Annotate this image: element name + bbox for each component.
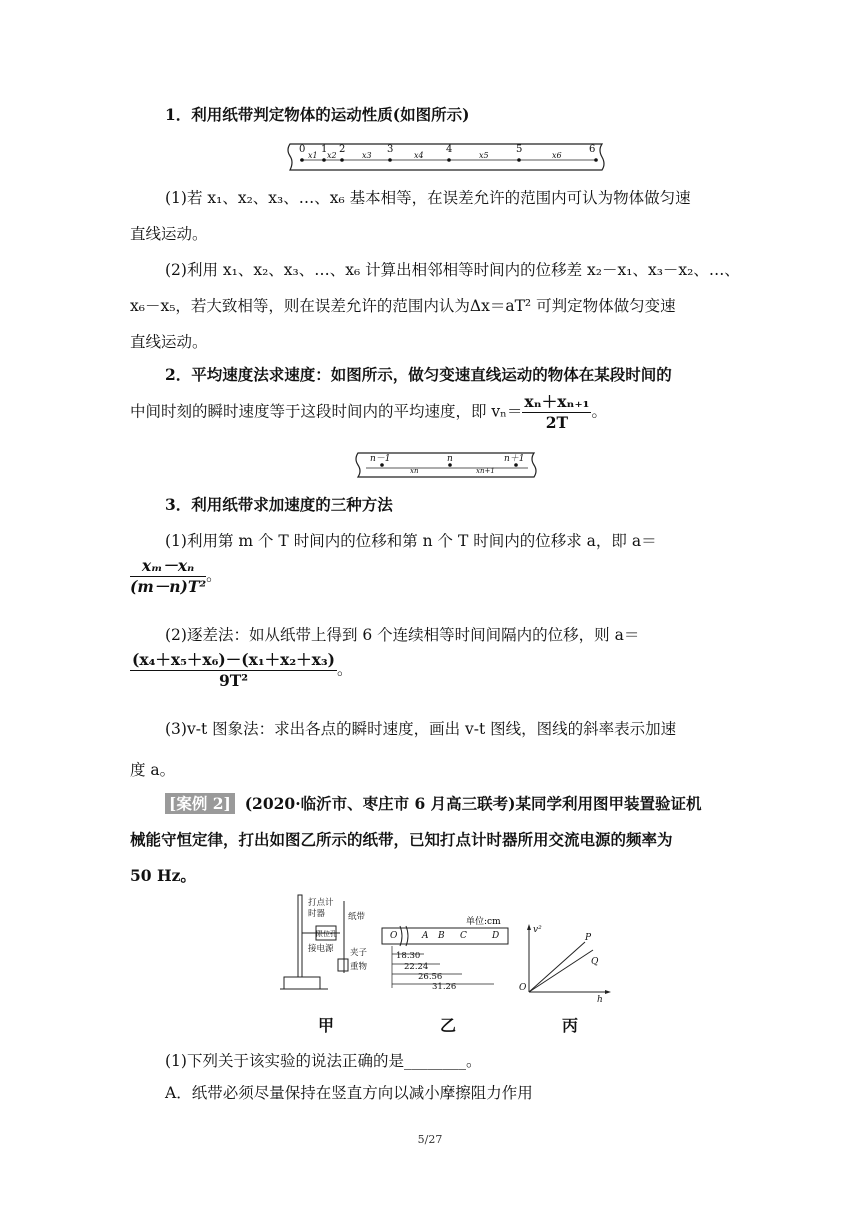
s3-p2-fraction xyxy=(130,650,337,691)
s1-para1-line1: (1)若 x₁、x₂、x₃、…、x₆ 基本相等，在误差允许的范围内可认为物体做匀速 xyxy=(165,189,691,207)
s3-p2-num: (x₄＋x₅＋x₆)－(x₁＋x₂＋x₃) xyxy=(132,650,336,669)
tape1-seg-x3: x3 xyxy=(362,151,372,160)
graph-x-axis: h xyxy=(597,995,603,1005)
tape1-seg-x2: x2 xyxy=(327,151,337,160)
tape1-point-6: 6 xyxy=(589,144,596,155)
s2-text: 2．平均速度法求速度：如图所示，做匀变速直线运动的物体在某段时间的 xyxy=(165,365,672,384)
figure-tape-measure xyxy=(380,908,520,998)
tape-figure-2 xyxy=(352,450,542,480)
tape1-seg-x4: x4 xyxy=(414,151,424,160)
s2-line1 xyxy=(165,364,672,386)
graph-line-P: P xyxy=(585,933,592,943)
tape1-seg-x1: x1 xyxy=(308,151,318,160)
tape1-point-0: 0 xyxy=(299,144,306,155)
s1-para2-line1: (2)利用 x₁、x₂、x₃、…、x₆ 计算出相邻相等时间内的位移差 x₂－x₁、x₃－x₂、…、 xyxy=(165,261,740,279)
tape2-point-n: n xyxy=(447,454,453,464)
s3-p2-period: 。 xyxy=(337,660,353,679)
s3-para1-line1: (1)利用第 m 个 T 时间内的位移和第 n 个 T 时间内的位移求 a，即 a＝ xyxy=(165,532,657,550)
s2-frac-den: 2T xyxy=(545,413,569,432)
caption-yi: 乙 xyxy=(440,1016,457,1035)
s2-fraction xyxy=(522,392,591,433)
section-3-heading: 3．利用纸带求加速度的三种方法 xyxy=(165,495,393,514)
option-a: A．纸带必须尽量保持在竖直方向以减小摩擦阻力作用 xyxy=(165,1084,533,1102)
tape1-point-5: 5 xyxy=(516,144,523,155)
apparatus-label-hole: 限位孔 xyxy=(316,930,337,938)
tape1-point-2: 2 xyxy=(339,144,346,155)
graph-y-axis: v² xyxy=(533,925,542,935)
page-number: 5/27 xyxy=(417,1133,443,1146)
s3-p1-period: 。 xyxy=(206,566,222,585)
tape-dist-OA: 18.30 xyxy=(396,951,421,961)
s3-para1-formula xyxy=(130,556,222,597)
graph-line-Q: Q xyxy=(591,957,599,967)
apparatus-label-power: 接电源 xyxy=(308,944,334,954)
s1-para2-line2: x₆－x₅，若大致相等，则在误差允许的范围内认为Δx＝aT² 可判定物体做匀变速 xyxy=(130,297,676,315)
s3-para3-line2: 度 a。 xyxy=(130,761,176,779)
figure-apparatus xyxy=(280,893,380,1003)
s3-p1-den: (m－n)T² xyxy=(130,577,207,596)
apparatus-label-tape: 纸带 xyxy=(348,912,366,922)
apparatus-label-weight: 重物 xyxy=(350,962,368,972)
tape-figure-1 xyxy=(284,140,614,174)
s2-line2 xyxy=(130,392,607,433)
case-text1: (2020·临沂市、枣庄市 6 月高三联考)某同学利用图甲装置验证机 xyxy=(244,794,702,813)
graph-origin: O xyxy=(519,983,527,993)
tape-dist-OC: 26.56 xyxy=(418,972,443,982)
question-1: (1)下列关于该实验的说法正确的是________。 xyxy=(165,1052,482,1070)
s2-frac-num: xₙ＋xₙ₊₁ xyxy=(524,392,590,411)
tape-point-O: O xyxy=(390,931,398,941)
case-line3: 50 Hz。 xyxy=(130,866,196,885)
figure-v2-h-graph xyxy=(515,920,615,1005)
s3-p1-num: xₘ－xₙ xyxy=(130,556,206,577)
tape-point-A: A xyxy=(422,931,429,941)
tape-dist-OD: 31.26 xyxy=(432,982,457,992)
apparatus-label-clip: 夹子 xyxy=(350,948,368,958)
s3-p1-fraction xyxy=(130,556,206,597)
tape-point-D: D xyxy=(492,931,500,941)
s3-para2-formula xyxy=(130,650,353,691)
apparatus-label-timer1: 打点计 xyxy=(308,898,334,908)
tape1-seg-x5: x5 xyxy=(479,151,489,160)
s1-para1-line2: 直线运动。 xyxy=(130,225,208,243)
s3-p2-den: 9T² xyxy=(218,671,249,690)
case-line1 xyxy=(165,793,702,815)
tape2-point-n-1: n－1 xyxy=(370,454,391,464)
tape-point-C: C xyxy=(460,931,467,941)
s1-para2-line3: 直线运动。 xyxy=(130,333,208,351)
tape-dist-OB: 22.24 xyxy=(404,962,429,972)
case-line2: 械能守恒定律，打出如图乙所示的纸带，已知打点计时器所用交流电源的频率为 xyxy=(130,830,673,849)
s3-para2-line1: (2)逐差法：如从纸带上得到 6 个连续相等时间间隔内的位移，则 a＝ xyxy=(165,626,640,644)
tape2-seg-xn: xn xyxy=(410,467,419,475)
apparatus-label-timer2: 时器 xyxy=(308,909,326,919)
tape1-seg-x6: x6 xyxy=(552,151,562,160)
s2-line2-text: 中间时刻的瞬时速度等于这段时间内的平均速度，即 vₙ＝ xyxy=(130,402,523,421)
tape2-seg-xn1: xn+1 xyxy=(476,467,495,475)
s3-para3-line1: (3)v-t 图象法：求出各点的瞬时速度，画出 v-t 图线，图线的斜率表示加速 xyxy=(165,720,677,738)
tape2-point-n+1: n＋1 xyxy=(504,454,525,464)
case-tag: [案例 2] xyxy=(165,793,235,814)
tape-point-B: B xyxy=(438,931,445,941)
caption-jia: 甲 xyxy=(318,1016,335,1035)
s2-period: 。 xyxy=(591,402,607,421)
tape1-point-1: 1 xyxy=(321,144,328,155)
tape-unit: 单位:cm xyxy=(466,917,501,927)
tape1-point-4: 4 xyxy=(446,144,453,155)
caption-bing: 丙 xyxy=(562,1016,579,1035)
tape1-point-3: 3 xyxy=(387,144,394,155)
section-1-heading: 1．利用纸带判定物体的运动性质(如图所示) xyxy=(165,105,470,124)
